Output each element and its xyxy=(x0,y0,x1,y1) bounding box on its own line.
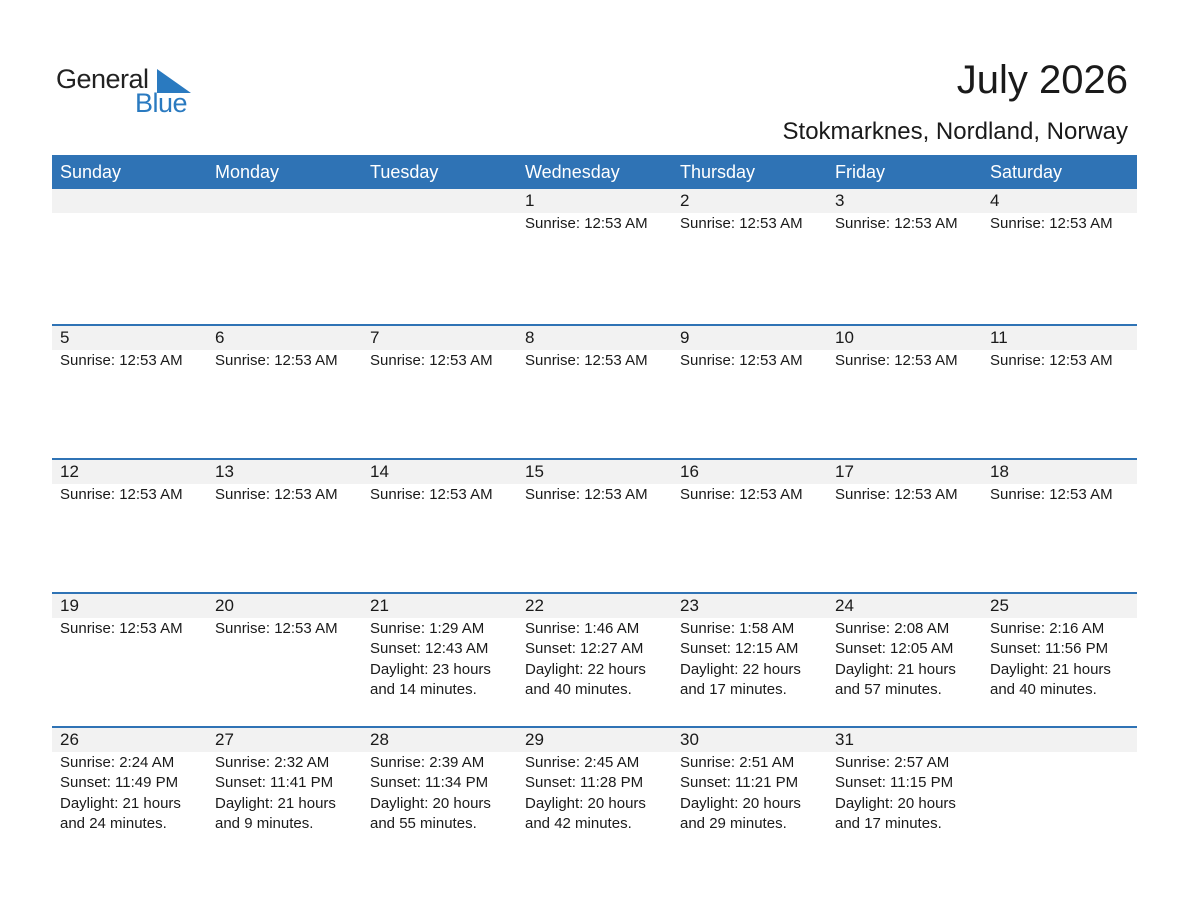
day-cell xyxy=(517,460,672,592)
sun-info xyxy=(835,753,982,834)
sun-info xyxy=(680,753,827,834)
sun-info-line: Sunrise: 2:51 AM xyxy=(680,754,795,771)
sun-info xyxy=(525,351,672,371)
sun-info-line: Sunrise: 12:53 AM xyxy=(215,620,338,637)
day-cell xyxy=(207,460,362,592)
day-cell xyxy=(982,326,1137,458)
sun-info-line: Daylight: 20 hours xyxy=(680,794,801,812)
sun-info xyxy=(990,351,1137,371)
sun-info-line: Sunset: 12:15 AM xyxy=(680,640,799,658)
sun-info-line: Sunrise: 2:16 AM xyxy=(990,620,1105,637)
sun-info-line: Sunrise: 2:08 AM xyxy=(835,620,950,637)
sun-info-line: Daylight: 22 hours xyxy=(680,660,801,678)
sun-info-line: Sunset: 12:27 AM xyxy=(525,640,644,658)
day-number: 2 xyxy=(680,191,690,210)
day-number: 10 xyxy=(835,328,854,347)
sun-info-line: Sunrise: 12:53 AM xyxy=(990,215,1113,232)
day-cell xyxy=(52,728,207,860)
sun-info-line: Sunrise: 12:53 AM xyxy=(990,486,1113,503)
day-cell xyxy=(672,326,827,458)
day-cell xyxy=(207,326,362,458)
sun-info xyxy=(680,485,827,505)
sun-info-line: and 17 minutes. xyxy=(835,814,942,832)
sun-info xyxy=(990,485,1137,505)
sun-info xyxy=(215,351,362,371)
calendar-week-row xyxy=(52,324,1137,458)
day-cell xyxy=(982,594,1137,726)
sun-info-line: Sunrise: 12:53 AM xyxy=(525,215,648,232)
day-number: 6 xyxy=(215,328,225,347)
sun-info-line: Sunrise: 12:53 AM xyxy=(60,486,183,503)
day-cell xyxy=(827,460,982,592)
day-cell xyxy=(52,594,207,726)
day-number: 20 xyxy=(215,596,234,615)
day-cell xyxy=(207,728,362,860)
day-cell xyxy=(517,594,672,726)
sun-info xyxy=(525,619,672,700)
sun-info-line: Sunrise: 12:53 AM xyxy=(60,620,183,637)
sun-info-line: Daylight: 20 hours xyxy=(370,794,491,812)
sun-info-line: Sunrise: 12:53 AM xyxy=(215,352,338,369)
sun-info-line: Sunrise: 1:29 AM xyxy=(370,620,485,637)
sun-info xyxy=(835,485,982,505)
week-cells xyxy=(52,460,1137,592)
generalblue-logo xyxy=(56,64,206,124)
sun-info-line: Sunrise: 12:53 AM xyxy=(525,352,648,369)
sun-info xyxy=(215,619,362,639)
sun-info-line: and 40 minutes. xyxy=(525,680,632,698)
day-number: 28 xyxy=(370,730,389,749)
sun-info-line: Daylight: 20 hours xyxy=(525,794,646,812)
sun-info xyxy=(990,214,1137,234)
day-cell xyxy=(827,326,982,458)
day-number: 30 xyxy=(680,730,699,749)
weekday-wednesday: Wednesday xyxy=(525,162,620,182)
day-number: 29 xyxy=(525,730,544,749)
day-cell xyxy=(827,189,982,324)
sun-info-line: Sunset: 11:28 PM xyxy=(525,774,644,792)
sun-info-line: and 9 minutes. xyxy=(215,814,314,832)
sun-info-line: Sunrise: 1:46 AM xyxy=(525,620,640,637)
sun-info-line: Sunset: 11:15 PM xyxy=(835,774,954,792)
logo-text-general: General xyxy=(56,64,149,94)
sun-info-line: Daylight: 21 hours xyxy=(990,660,1111,678)
day-cell xyxy=(827,728,982,860)
sun-info-line: and 24 minutes. xyxy=(60,814,167,832)
calendar-week-row xyxy=(52,189,1137,324)
sun-info-line: and 57 minutes. xyxy=(835,680,942,698)
sun-info-line: Sunrise: 2:45 AM xyxy=(525,754,640,771)
day-number: 31 xyxy=(835,730,854,749)
sun-info-line: Sunrise: 12:53 AM xyxy=(680,486,803,503)
sun-info-line: Sunset: 12:05 AM xyxy=(835,640,954,658)
day-number: 9 xyxy=(680,328,690,347)
sun-info-line: Sunset: 11:34 PM xyxy=(370,774,489,792)
sun-info-line: Sunrise: 1:58 AM xyxy=(680,620,795,637)
day-cell xyxy=(52,326,207,458)
sun-info xyxy=(60,753,207,834)
sun-info-line: Sunrise: 12:53 AM xyxy=(990,352,1113,369)
sun-info-line: and 40 minutes. xyxy=(990,680,1097,698)
day-number xyxy=(60,189,207,213)
weekday-saturday: Saturday xyxy=(990,162,1063,182)
weekday-thursday: Thursday xyxy=(680,162,756,182)
day-cell xyxy=(672,728,827,860)
day-cell xyxy=(517,189,672,324)
empty-day-cell xyxy=(207,189,362,324)
day-number: 1 xyxy=(525,191,535,210)
sun-info-line: Sunset: 12:43 AM xyxy=(370,640,489,658)
day-number: 5 xyxy=(60,328,70,347)
calendar-week-row xyxy=(52,592,1137,726)
sun-info-line: Sunrise: 12:53 AM xyxy=(680,215,803,232)
sun-info xyxy=(990,619,1137,700)
sun-info-line: Sunset: 11:49 PM xyxy=(60,774,179,792)
day-number: 16 xyxy=(680,462,699,481)
sun-info xyxy=(525,485,672,505)
sun-info-line: Sunrise: 2:24 AM xyxy=(60,754,175,771)
sun-info-line: and 42 minutes. xyxy=(525,814,632,832)
day-cell xyxy=(207,594,362,726)
sun-info-line: Daylight: 21 hours xyxy=(60,794,181,812)
sun-info-line: and 29 minutes. xyxy=(680,814,787,832)
day-number: 14 xyxy=(370,462,389,481)
day-number xyxy=(990,728,1137,752)
sun-info xyxy=(60,619,207,639)
sun-info-line: Sunset: 11:21 PM xyxy=(680,774,799,792)
sun-info-line: Sunrise: 12:53 AM xyxy=(680,352,803,369)
day-number: 19 xyxy=(60,596,79,615)
logo-text-blue: Blue xyxy=(135,88,188,118)
day-number: 22 xyxy=(525,596,544,615)
sun-info-line: Daylight: 23 hours xyxy=(370,660,491,678)
sun-info-line: Sunrise: 12:53 AM xyxy=(835,352,958,369)
day-cell xyxy=(672,460,827,592)
weekday-friday: Friday xyxy=(835,162,886,182)
sun-info xyxy=(835,214,982,234)
sun-info xyxy=(370,753,517,834)
day-number: 18 xyxy=(990,462,1009,481)
weekday-tuesday: Tuesday xyxy=(370,162,439,182)
sun-info xyxy=(370,351,517,371)
weekday-sunday: Sunday xyxy=(60,162,122,182)
day-number xyxy=(370,189,517,213)
day-cell xyxy=(982,460,1137,592)
sun-info-line: Daylight: 21 hours xyxy=(215,794,336,812)
day-number: 12 xyxy=(60,462,79,481)
sun-info xyxy=(60,351,207,371)
sun-info-line: Sunrise: 12:53 AM xyxy=(370,486,493,503)
empty-day-cell xyxy=(982,728,1137,860)
sun-info-line: and 14 minutes. xyxy=(370,680,477,698)
sun-info xyxy=(680,214,827,234)
sun-info-line: Daylight: 22 hours xyxy=(525,660,646,678)
sun-info xyxy=(525,753,672,834)
day-number: 13 xyxy=(215,462,234,481)
day-number: 27 xyxy=(215,730,234,749)
sun-info xyxy=(525,214,672,234)
sun-info xyxy=(370,619,517,700)
empty-day-cell xyxy=(52,189,207,324)
week-cells xyxy=(52,326,1137,458)
day-number: 17 xyxy=(835,462,854,481)
day-number: 25 xyxy=(990,596,1009,615)
sun-info-line: Daylight: 21 hours xyxy=(835,660,956,678)
sun-info-line: Sunrise: 2:57 AM xyxy=(835,754,950,771)
day-number xyxy=(215,189,362,213)
sun-info xyxy=(215,485,362,505)
sun-info xyxy=(835,351,982,371)
day-cell xyxy=(362,594,517,726)
calendar-week-row xyxy=(52,726,1137,860)
day-cell xyxy=(672,189,827,324)
day-cell xyxy=(517,326,672,458)
sun-info-line: Sunrise: 12:53 AM xyxy=(835,486,958,503)
sun-info-line: Daylight: 20 hours xyxy=(835,794,956,812)
empty-day-cell xyxy=(362,189,517,324)
sun-info-line: Sunrise: 2:39 AM xyxy=(370,754,485,771)
page-title: July 2026 xyxy=(956,58,1128,102)
week-cells xyxy=(52,189,1137,324)
sun-info xyxy=(680,619,827,700)
day-number: 8 xyxy=(525,328,535,347)
sun-info-line: Sunrise: 12:53 AM xyxy=(60,352,183,369)
sun-info-line: and 55 minutes. xyxy=(370,814,477,832)
day-cell xyxy=(52,460,207,592)
sun-info-line: Sunrise: 12:53 AM xyxy=(215,486,338,503)
day-number: 15 xyxy=(525,462,544,481)
day-cell xyxy=(827,594,982,726)
sun-info xyxy=(215,753,362,834)
sun-info-line: Sunset: 11:41 PM xyxy=(215,774,334,792)
day-number: 26 xyxy=(60,730,79,749)
weekday-monday: Monday xyxy=(215,162,280,182)
day-cell xyxy=(362,460,517,592)
sun-info-line: Sunrise: 12:53 AM xyxy=(525,486,648,503)
day-cell xyxy=(362,728,517,860)
sun-info-line: and 17 minutes. xyxy=(680,680,787,698)
sun-info xyxy=(835,619,982,700)
week-cells xyxy=(52,594,1137,726)
location-subtitle: Stokmarknes, Nordland, Norway xyxy=(782,118,1128,145)
sun-info-line: Sunset: 11:56 PM xyxy=(990,640,1109,658)
sun-info-line: Sunrise: 2:32 AM xyxy=(215,754,330,771)
day-number: 24 xyxy=(835,596,854,615)
day-number: 7 xyxy=(370,328,380,347)
day-number: 23 xyxy=(680,596,699,615)
calendar-week-row xyxy=(52,458,1137,592)
sun-info xyxy=(370,485,517,505)
day-cell xyxy=(362,326,517,458)
day-cell xyxy=(517,728,672,860)
week-cells xyxy=(52,728,1137,860)
calendar-weeks xyxy=(52,189,1137,860)
day-number: 3 xyxy=(835,191,845,210)
sun-info xyxy=(60,485,207,505)
weekday-header xyxy=(52,155,1137,189)
sun-info-line: Sunrise: 12:53 AM xyxy=(370,352,493,369)
calendar-grid xyxy=(52,155,1137,860)
sun-info-line: Sunrise: 12:53 AM xyxy=(835,215,958,232)
sun-info xyxy=(680,351,827,371)
day-cell xyxy=(982,189,1137,324)
day-number: 11 xyxy=(990,328,1008,347)
day-number: 21 xyxy=(370,596,389,615)
day-number: 4 xyxy=(990,191,1000,210)
day-cell xyxy=(672,594,827,726)
